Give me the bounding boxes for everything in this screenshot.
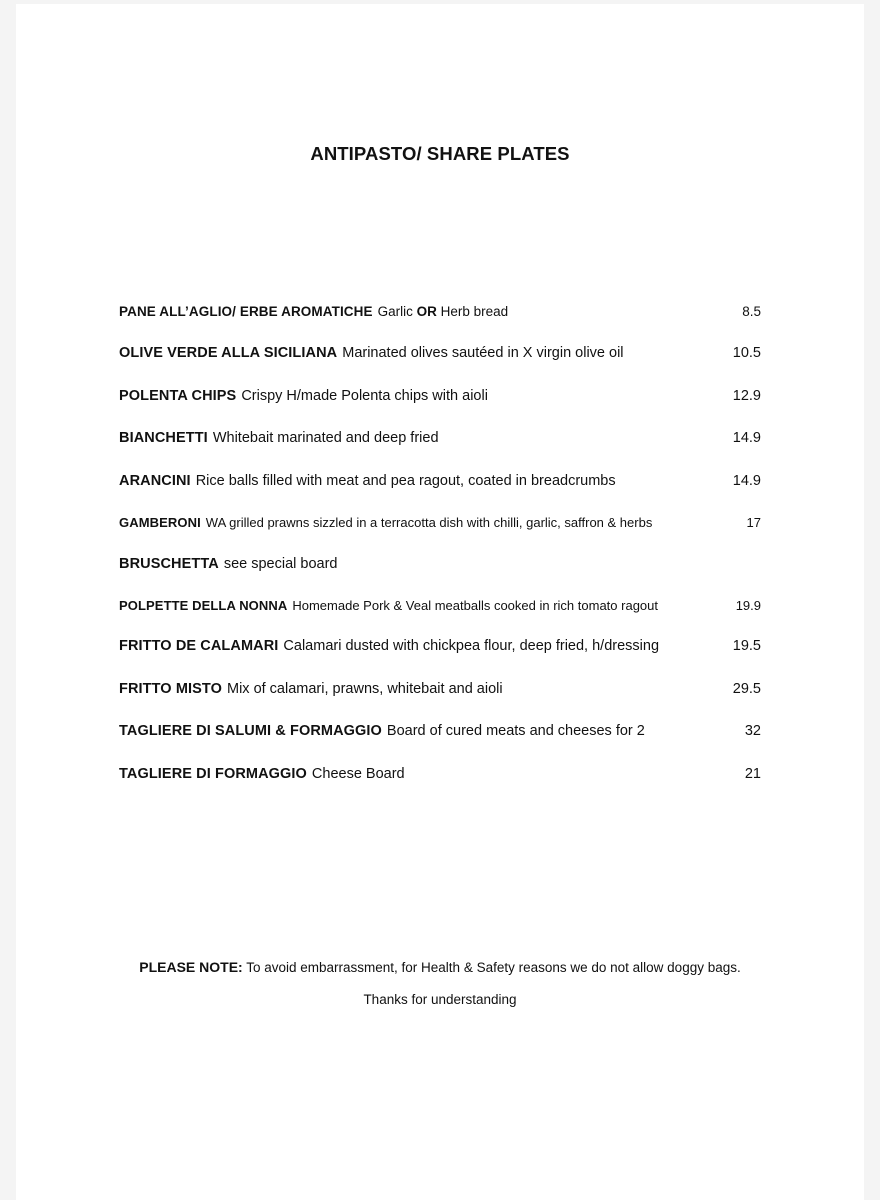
item-description: Board of cured meats and cheeses for 2 (386, 723, 645, 739)
item-description: Cheese Board (311, 766, 405, 782)
item-name: POLPETTE DELLA NONNA (119, 597, 288, 613)
item-description: Marinated olives sautéed in X virgin olive oil (342, 345, 624, 361)
item-name: OLIVE VERDE ALLA SICILIANA (119, 345, 338, 361)
menu-item (119, 470, 761, 492)
item-price: 29.5 (732, 681, 761, 697)
item-price: 19.9 (735, 597, 761, 613)
menu-item (119, 511, 761, 533)
item-price: 32 (744, 723, 761, 739)
item-price: 21 (744, 766, 761, 782)
policy-note (16, 959, 864, 975)
note-text: To avoid embarrassment, for Health & Safety reasons we do not allow doggy bags. (246, 960, 741, 975)
item-description: Calamari dusted with chickpea flour, deep fried, h/dressing (283, 638, 660, 654)
thanks-line: Thanks for understanding (363, 992, 517, 1007)
menu-item (119, 300, 761, 322)
item-price: 8.5 (742, 303, 761, 319)
menu-item (119, 678, 761, 700)
item-description: Homemade Pork & Veal meatballs cooked in rich tomato ragout (292, 597, 658, 613)
menu-item (119, 385, 761, 407)
menu-item (119, 763, 761, 785)
item-name: ARANCINI (119, 473, 191, 489)
menu-page (16, 4, 864, 1200)
menu-item (119, 427, 761, 449)
item-price: 17 (746, 514, 761, 530)
item-description: WA grilled prawns sizzled in a terracotta dish with chilli, garlic, saffron & herbs (205, 514, 653, 530)
item-price: 14.9 (732, 473, 761, 489)
item-price: 14.9 (732, 430, 761, 446)
item-name: BRUSCHETTA (119, 556, 219, 572)
menu-item (119, 553, 761, 575)
menu-item (119, 635, 761, 657)
menu-item (119, 594, 761, 616)
item-name: FRITTO DE CALAMARI (119, 638, 279, 654)
item-name: BIANCHETTI (119, 430, 208, 446)
note-label: PLEASE NOTE: (139, 959, 243, 975)
item-name: FRITTO MISTO (119, 681, 222, 697)
page-title: ANTIPASTO/ SHARE PLATES (310, 143, 570, 164)
item-description: Mix of calamari, prawns, whitebait and aioli (226, 681, 503, 697)
item-name: PANE ALL’AGLIO/ ERBE AROMATICHE (119, 303, 373, 319)
item-description: Whitebait marinated and deep fried (212, 430, 439, 446)
item-description: Rice balls filled with meat and pea ragout, coated in breadcrumbs (195, 473, 616, 489)
menu-item (119, 342, 761, 364)
item-price: 12.9 (732, 388, 761, 404)
item-description: see special board (223, 556, 338, 572)
item-price: 19.5 (732, 638, 761, 654)
item-name: GAMBERONI (119, 514, 201, 530)
item-name: TAGLIERE DI SALUMI & FORMAGGIO (119, 723, 382, 739)
item-description: Crispy H/made Polenta chips with aioli (241, 388, 488, 404)
item-name: POLENTA CHIPS (119, 388, 237, 404)
item-description: Garlic OR Herb bread (377, 303, 509, 319)
item-price: 10.5 (732, 345, 761, 361)
item-name: TAGLIERE DI FORMAGGIO (119, 766, 307, 782)
menu-item (119, 720, 761, 742)
